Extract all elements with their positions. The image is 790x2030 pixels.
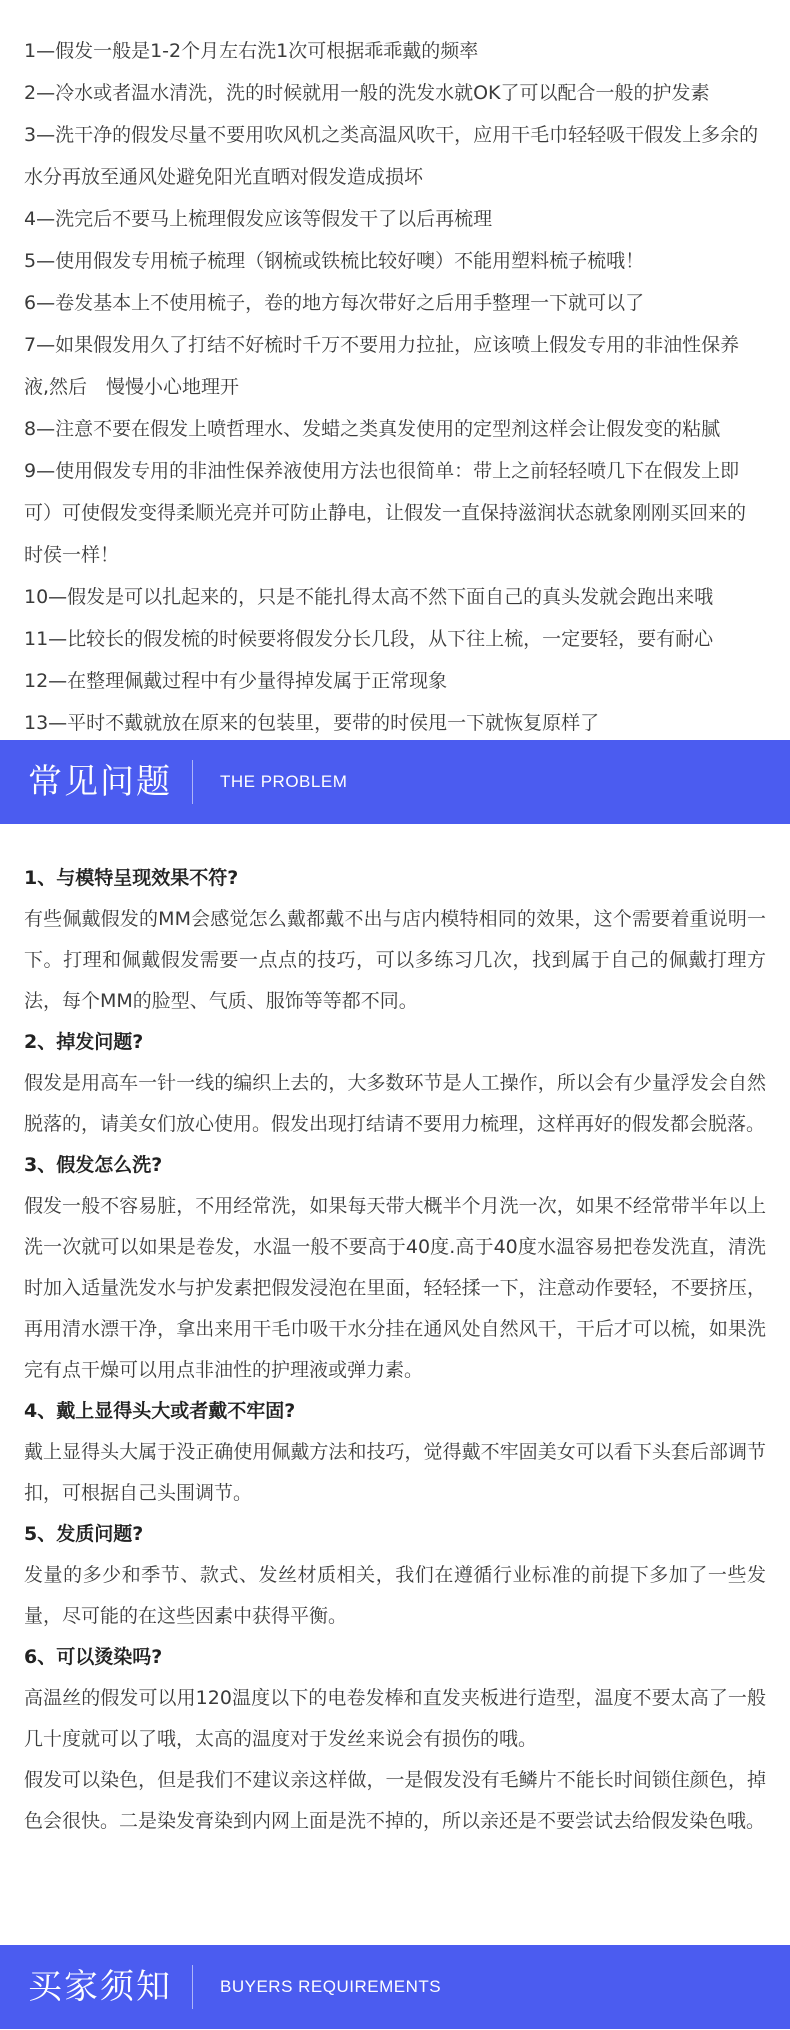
faq-item [24, 858, 766, 1022]
care-tips-list [24, 30, 764, 744]
section-title: 买家须知 [28, 1967, 172, 2007]
faq-answer: 发量的多少和季节、款式、发丝材质相关，我们在遵循行业标准的前提下多加了一些发量，尽可能的在这些因素中获得平衡。 [24, 1564, 766, 1627]
faq-answer: 戴上显得头大属于没正确使用佩戴方法和技巧，觉得戴不牢固美女可以看下头套后部调节扣，可根据自己头围调节。 [24, 1441, 766, 1504]
faq-question: 4、戴上显得头大或者戴不牢固? [24, 1400, 296, 1422]
section-banner-buyers [0, 1945, 790, 2029]
care-tip: 1—假发一般是1-2个月左右洗1次可根据乖乖戴的频率 [24, 40, 479, 62]
care-tip: 10—假发是可以扎起来的，只是不能扎得太高不然下面自己的真头发就会跑出来哦 [24, 586, 714, 608]
care-tip: 8—注意不要在假发上喷哲理水、发蜡之类真发使用的定型剂这样会让假发变的粘腻 [24, 418, 721, 440]
section-title: 常见问题 [28, 762, 172, 802]
section-subtitle: THE PROBLEM [220, 772, 348, 791]
care-tip: 3—洗干净的假发尽量不要用吹风机之类高温风吹干，应用干毛巾轻轻吸干假发上多余的水分再放至通风处避免阳光直晒对假发造成损坏 [24, 124, 759, 188]
faq-answer: 假发可以染色，但是我们不建议亲这样做，一是假发没有毛鳞片不能长时间锁住颜色，掉色会很快。二是染发膏染到内网上面是洗不掉的，所以亲还是不要尝试去给假发染色哦。 [24, 1769, 766, 1832]
care-tip: 2—冷水或者温水清洗，洗的时候就用一般的洗发水就OK了可以配合一般的护发素 [24, 82, 710, 104]
care-tip: 6—卷发基本上不使用梳子，卷的地方每次带好之后用手整理一下就可以了 [24, 292, 645, 314]
faq-item [24, 1637, 766, 1842]
care-tip: 13—平时不戴就放在原来的包装里，要带的时侯甩一下就恢复原样了 [24, 712, 600, 734]
faq-item [24, 1391, 766, 1514]
care-tip: 11—比较长的假发梳的时候要将假发分长几段，从下往上梳，一定要轻，要有耐心 [24, 628, 714, 650]
faq-question: 6、可以烫染吗? [24, 1646, 163, 1668]
faq-answer: 假发一般不容易脏，不用经常洗，如果每天带大概半个月洗一次，如果不经常带半年以上洗一次就可以如果是卷发，水温一般不要高于40度.高于40度水温容易把卷发洗直，清洗时加入适量洗发水与护发素把假发浸泡在里面，轻轻揉一下，注意动作要轻，不要挤压，再用清水漂干净，拿出来用干毛巾吸干水分挂在通风处自然风干，干后才可以梳，如果洗完有点干燥可以用点非油性的护理液或弹力素。 [24, 1195, 766, 1381]
section-banner-problem [0, 740, 790, 824]
faq-item [24, 1514, 766, 1637]
faq-question: 5、发质问题? [24, 1523, 144, 1545]
faq-question: 2、掉发问题? [24, 1031, 144, 1053]
care-tip: 9—使用假发专用的非油性保养液使用方法也很简单：带上之前轻轻喷几下在假发上即可）可使假发变得柔顺光亮并可防止静电，让假发一直保持滋润状态就象刚刚买回来的时侯一样！ [24, 460, 747, 566]
faq-answer: 有些佩戴假发的MM会感觉怎么戴都戴不出与店内模特相同的效果，这个需要着重说明一下。打理和佩戴假发需要一点点的技巧，可以多练习几次，找到属于自己的佩戴打理方法，每个MM的脸型、气质、服饰等等都不同。 [24, 908, 766, 1012]
faq-answer: 假发是用高车一针一线的编织上去的，大多数环节是人工操作，所以会有少量浮发会自然脱落的，请美女们放心使用。假发出现打结请不要用力梳理，这样再好的假发都会脱落。 [24, 1072, 766, 1135]
care-tip: 12—在整理佩戴过程中有少量得掉发属于正常现象 [24, 670, 448, 692]
faq-question: 1、与模特呈现效果不符? [24, 867, 239, 889]
banner-divider [192, 1965, 193, 2009]
faq-item [24, 1022, 766, 1145]
care-tip: 5—使用假发专用梳子梳理（钢梳或铁梳比较好噢）不能用塑料梳子梳哦！ [24, 250, 645, 272]
section-subtitle: BUYERS REQUIREMENTS [220, 1977, 442, 1996]
care-tip: 7—如果假发用久了打结不好梳时千万不要用力拉扯，应该喷上假发专用的非油性保养液,然后 慢慢小心地理开 [24, 334, 740, 398]
faq-answer: 高温丝的假发可以用120温度以下的电卷发棒和直发夹板进行造型，温度不要太高了一般几十度就可以了哦，太高的温度对于发丝来说会有损伤的哦。 [24, 1687, 766, 1750]
faq-question: 3、假发怎么洗? [24, 1154, 163, 1176]
banner-divider [192, 760, 193, 804]
care-tip: 4—洗完后不要马上梳理假发应该等假发干了以后再梳理 [24, 208, 493, 230]
faq-section [24, 858, 766, 1842]
faq-item [24, 1145, 766, 1391]
